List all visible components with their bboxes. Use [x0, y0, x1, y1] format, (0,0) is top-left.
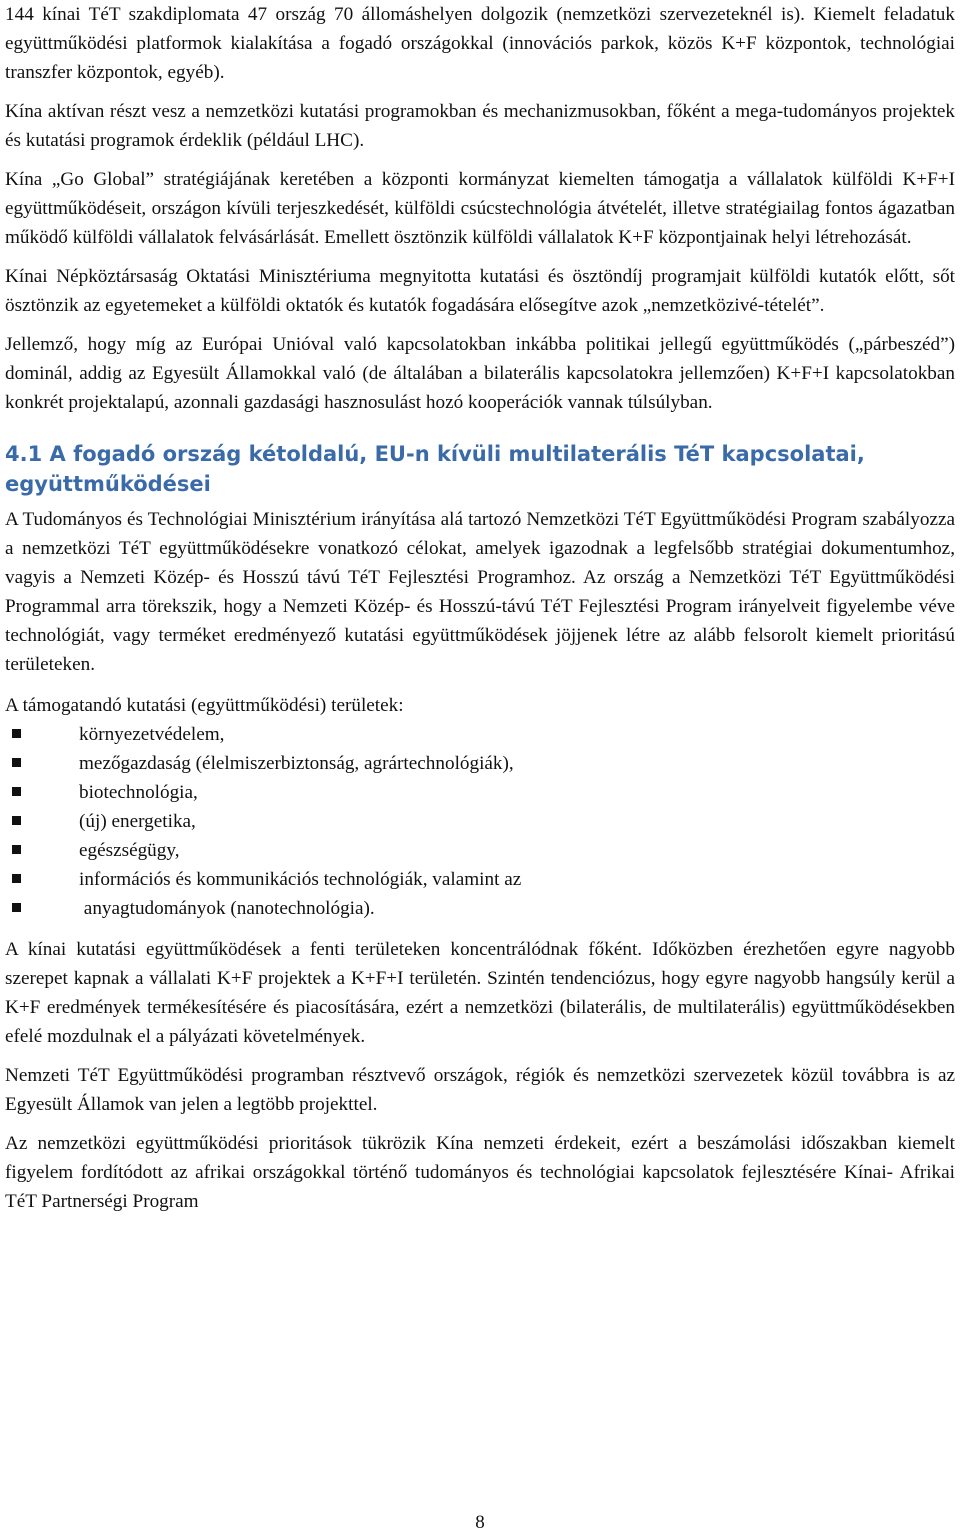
research-areas-list: [5, 720, 955, 923]
list-item: információs és kommunikációs technológiák, valamint az: [79, 865, 955, 894]
list-item: anyagtudományok (nanotechnológia).: [79, 894, 955, 923]
page-number: 8: [475, 1512, 485, 1533]
paragraph-international-programs: Kína aktívan részt vesz a nemzetközi kutatási programokban és mechanizmusokban, főként a mega-tudományos projektek és kutatási programok érdeklik (például LHC).: [5, 101, 955, 151]
paragraph-africa-priority: Az nemzetközi együttműködési prioritások tükrözik Kína nemzeti érdekeit, ezért a beszámolási időszakban kiemelt figyelem fordítódott az afrikai országokkal történő tudományos és technológiai kapcsolatok fejlesztésére Kínai- Afrikai TéT Partnerségi Program: [5, 1133, 955, 1212]
list-item: (új) energetika,: [79, 807, 955, 836]
list-intro: A támogatandó kutatási (együttműködési) területek:: [5, 695, 404, 716]
square-bullet-icon: [12, 758, 21, 767]
section-heading: 4.1 A fogadó ország kétoldalú, EU-n kívüli multilaterális TéT kapcsolatai, együttműködései: [5, 442, 865, 496]
square-bullet-icon: [12, 874, 21, 883]
list-item: mezőgazdaság (élelmiszerbiztonság, agrártechnológiák),: [79, 749, 955, 778]
paragraph-eu-us-comparison: Jellemző, hogy míg az Európai Unióval való kapcsolatokban inkábba politikai jellegű együttműködés („párbeszéd”) dominál, addig az Egyesült Államokkal való (de általában a bilaterális kapcsolatokra jellemzően) K+F+I kapcsolatokban konkrét projektalapú, azonnali gazdasági hasznosulást hozó kooperációk vannak túlsúlyban.: [5, 334, 955, 413]
list-item: környezetvédelem,: [79, 720, 955, 749]
square-bullet-icon: [12, 787, 21, 796]
document-page: [5, 0, 955, 1216]
list-item: biotechnológia,: [79, 778, 955, 807]
square-bullet-icon: [12, 845, 21, 854]
list-item: egészségügy,: [79, 836, 955, 865]
paragraph-ministry-program: A Tudományos és Technológiai Minisztérium irányítása alá tartozó Nemzetközi TéT Együttműködési Program szabályozza a nemzetközi TéT együttműködésekre vonatkozó célokat, amelyek igazodnak a legfelsőbb stratégiai dokumentumhoz, vagyis a Nemzeti Közép- és Hosszú távú TéT Fejlesztési Programhoz. Az ország a Nemzetközi TéT Együttműködési Programmal arra törekszik, hogy a Nemzeti Közép- és Hosszú-távú TéT Fejlesztési Program irányelveit figyelembe véve technológiát, vagy terméket eredményező kutatási együttműködések jöjjenek létre az alább felsorolt kiemelt prioritású területeken.: [5, 509, 955, 675]
square-bullet-icon: [12, 729, 21, 738]
square-bullet-icon: [12, 816, 21, 825]
paragraph-go-global: Kína „Go Global” stratégiájának keretében a központi kormányzat kiemelten támogatja a vállalatok külföldi K+F+I együttműködéseit, országon kívüli terjeszkedését, külföldi csúcstechnológia átvételét, illetve stratégiailag fontos ágazatban működő külföldi vállalatok felvásárlását. Emellett ösztönzik külföldi vállalatok K+F központjainak helyi létrehozását.: [5, 169, 955, 248]
paragraph-us-projects: Nemzeti TéT Együttműködési programban résztvevő országok, régiók és nemzetközi szervezetek közül továbbra is az Egyesült Államok van jelen a legtöbb projekttel.: [5, 1065, 955, 1115]
square-bullet-icon: [12, 903, 21, 912]
paragraph-education-ministry: Kínai Népköztársaság Oktatási Minisztériuma megnyitotta kutatási és ösztöndíj programjait külföldi kutatók előtt, sőt ösztönzik az egyetemeket a külföldi oktatók és kutatók fogadására elősegítve azok „nemzetközivé-tételét”.: [5, 266, 955, 316]
paragraph-focus-areas: A kínai kutatási együttműködések a fenti területeken koncentrálódnak főként. Időközben érezhetően egyre nagyobb szerepet kapnak a vállalati K+F projektek a K+F+I területén. Szintén tendenciózus, hogy egyre nagyobb hangsúly kerül a K+F eredmények termékesítésére és piacosítására, ezért a nemzetközi (bilaterális, de multilaterális) együttműködésekben efelé mozdulnak el a pályázati követelmények.: [5, 939, 955, 1047]
paragraph-diplomats: 144 kínai TéT szakdiplomata 47 ország 70 állomáshelyen dolgozik (nemzetközi szervezeteknél is). Kiemelt feladatuk együttműködési platformok kialakítása a fogadó országokkal (innovációs parkok, közös K+F központok, technológiai transzfer központok, egyéb).: [5, 4, 955, 83]
